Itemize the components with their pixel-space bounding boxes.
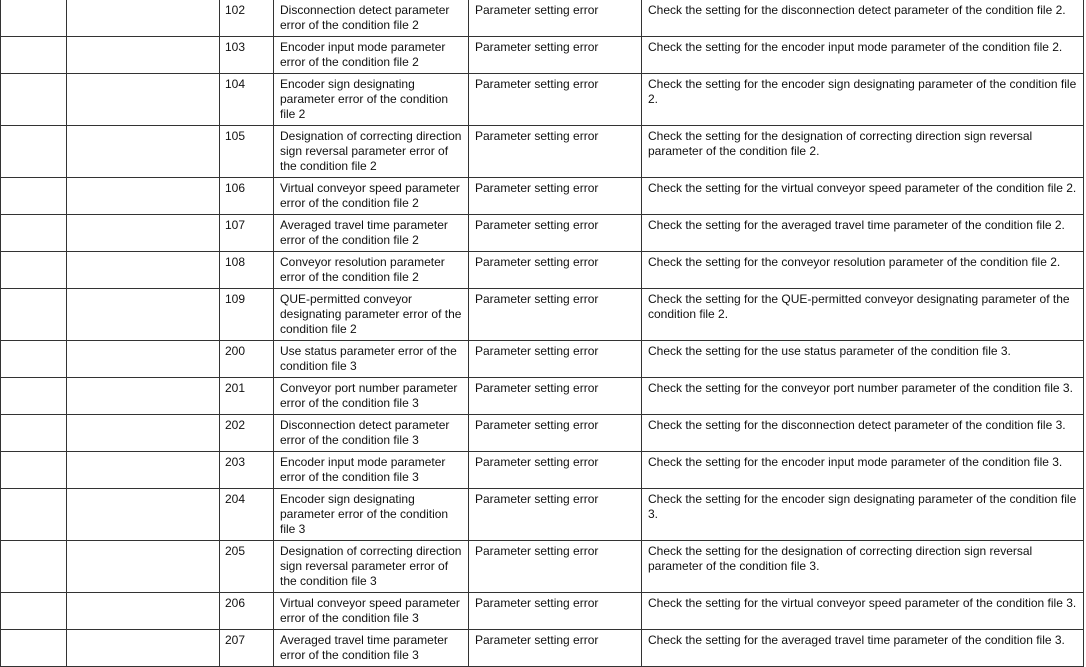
alarm-code-cell: 109 [220, 289, 274, 341]
blank-cell-1 [1, 0, 67, 37]
remedy-cell: Check the setting for the conveyor port number parameter of the condition file 3. [642, 378, 1084, 415]
alarm-type-cell: Parameter setting error [469, 126, 642, 178]
table-row [1, 378, 1084, 415]
alarm-name-cell: Encoder sign designating parameter error of the condition file 2 [274, 74, 469, 126]
remedy-cell: Check the setting for the disconnection detect parameter of the condition file 2. [642, 0, 1084, 37]
table-row [1, 541, 1084, 593]
blank-cell-2 [67, 215, 220, 252]
remedy-cell: Check the setting for the designation of correcting direction sign reversal parameter of the condition file 3. [642, 541, 1084, 593]
blank-cell-1 [1, 541, 67, 593]
alarm-code-cell: 206 [220, 593, 274, 630]
blank-cell-2 [67, 452, 220, 489]
alarm-name-cell: Encoder input mode parameter error of the condition file 2 [274, 37, 469, 74]
alarm-type-cell: Parameter setting error [469, 630, 642, 667]
alarm-type-cell: Parameter setting error [469, 215, 642, 252]
alarm-type-cell: Parameter setting error [469, 0, 642, 37]
blank-cell-1 [1, 378, 67, 415]
alarm-type-cell: Parameter setting error [469, 341, 642, 378]
alarm-type-cell: Parameter setting error [469, 252, 642, 289]
blank-cell-2 [67, 415, 220, 452]
alarm-code-cell: 200 [220, 341, 274, 378]
remedy-cell: Check the setting for the QUE-permitted conveyor designating parameter of the condition file 2. [642, 289, 1084, 341]
alarm-name-cell: Virtual conveyor speed parameter error of the condition file 3 [274, 593, 469, 630]
table-row [1, 37, 1084, 74]
table-row [1, 126, 1084, 178]
alarm-code-cell: 204 [220, 489, 274, 541]
blank-cell-1 [1, 489, 67, 541]
blank-cell-2 [67, 0, 220, 37]
table-row [1, 252, 1084, 289]
alarm-name-cell: Designation of correcting direction sign reversal parameter error of the condition file 2 [274, 126, 469, 178]
alarm-type-cell: Parameter setting error [469, 489, 642, 541]
alarm-code-cell: 108 [220, 252, 274, 289]
alarm-code-cell: 103 [220, 37, 274, 74]
alarm-code-cell: 203 [220, 452, 274, 489]
blank-cell-1 [1, 593, 67, 630]
remedy-cell: Check the setting for the conveyor resolution parameter of the condition file 2. [642, 252, 1084, 289]
blank-cell-2 [67, 378, 220, 415]
remedy-cell: Check the setting for the virtual conveyor speed parameter of the condition file 3. [642, 593, 1084, 630]
table-body [1, 0, 1084, 667]
alarm-code-cell: 207 [220, 630, 274, 667]
remedy-cell: Check the setting for the designation of correcting direction sign reversal parameter of the condition file 2. [642, 126, 1084, 178]
alarm-type-cell: Parameter setting error [469, 452, 642, 489]
blank-cell-2 [67, 252, 220, 289]
alarm-code-cell: 201 [220, 378, 274, 415]
remedy-cell: Check the setting for the averaged travel time parameter of the condition file 3. [642, 630, 1084, 667]
table-row [1, 489, 1084, 541]
alarm-name-cell: Use status parameter error of the condition file 3 [274, 341, 469, 378]
blank-cell-1 [1, 341, 67, 378]
table-row [1, 74, 1084, 126]
blank-cell-1 [1, 452, 67, 489]
alarm-name-cell: Averaged travel time parameter error of the condition file 2 [274, 215, 469, 252]
alarm-code-cell: 205 [220, 541, 274, 593]
alarm-name-cell: Disconnection detect parameter error of the condition file 2 [274, 0, 469, 37]
alarm-type-cell: Parameter setting error [469, 178, 642, 215]
alarm-type-cell: Parameter setting error [469, 37, 642, 74]
alarm-type-cell: Parameter setting error [469, 378, 642, 415]
alarm-name-cell: Conveyor resolution parameter error of the condition file 2 [274, 252, 469, 289]
alarm-code-cell: 105 [220, 126, 274, 178]
alarm-type-cell: Parameter setting error [469, 74, 642, 126]
blank-cell-1 [1, 178, 67, 215]
alarm-name-cell: Encoder input mode parameter error of the condition file 3 [274, 452, 469, 489]
alarm-name-cell: Virtual conveyor speed parameter error of the condition file 2 [274, 178, 469, 215]
alarm-code-cell: 107 [220, 215, 274, 252]
blank-cell-2 [67, 37, 220, 74]
table-row [1, 215, 1084, 252]
blank-cell-2 [67, 541, 220, 593]
blank-cell-1 [1, 289, 67, 341]
alarm-type-cell: Parameter setting error [469, 541, 642, 593]
alarm-type-cell: Parameter setting error [469, 289, 642, 341]
blank-cell-2 [67, 630, 220, 667]
table-row [1, 415, 1084, 452]
table-row [1, 452, 1084, 489]
blank-cell-2 [67, 489, 220, 541]
alarm-name-cell: Encoder sign designating parameter error of the condition file 3 [274, 489, 469, 541]
alarm-type-cell: Parameter setting error [469, 415, 642, 452]
remedy-cell: Check the setting for the encoder sign designating parameter of the condition file 2. [642, 74, 1084, 126]
blank-cell-1 [1, 37, 67, 74]
blank-cell-1 [1, 126, 67, 178]
table-row [1, 289, 1084, 341]
alarm-type-cell: Parameter setting error [469, 593, 642, 630]
blank-cell-2 [67, 74, 220, 126]
remedy-cell: Check the setting for the encoder input mode parameter of the condition file 3. [642, 452, 1084, 489]
blank-cell-2 [67, 593, 220, 630]
remedy-cell: Check the setting for the encoder sign designating parameter of the condition file 3. [642, 489, 1084, 541]
blank-cell-1 [1, 74, 67, 126]
blank-cell-2 [67, 126, 220, 178]
table-row [1, 178, 1084, 215]
alarm-code-cell: 106 [220, 178, 274, 215]
alarm-name-cell: Designation of correcting direction sign reversal parameter error of the condition file 3 [274, 541, 469, 593]
blank-cell-2 [67, 341, 220, 378]
table-row [1, 0, 1084, 37]
remedy-cell: Check the setting for the encoder input mode parameter of the condition file 2. [642, 37, 1084, 74]
blank-cell-1 [1, 415, 67, 452]
table-row [1, 593, 1084, 630]
alarm-name-cell: Averaged travel time parameter error of the condition file 3 [274, 630, 469, 667]
table-row [1, 630, 1084, 667]
remedy-cell: Check the setting for the virtual conveyor speed parameter of the condition file 2. [642, 178, 1084, 215]
remedy-cell: Check the setting for the disconnection detect parameter of the condition file 3. [642, 415, 1084, 452]
blank-cell-2 [67, 178, 220, 215]
alarm-name-cell: QUE-permitted conveyor designating parameter error of the condition file 2 [274, 289, 469, 341]
blank-cell-1 [1, 630, 67, 667]
remedy-cell: Check the setting for the averaged travel time parameter of the condition file 2. [642, 215, 1084, 252]
remedy-cell: Check the setting for the use status parameter of the condition file 3. [642, 341, 1084, 378]
alarm-name-cell: Disconnection detect parameter error of the condition file 3 [274, 415, 469, 452]
alarm-name-cell: Conveyor port number parameter error of the condition file 3 [274, 378, 469, 415]
blank-cell-1 [1, 215, 67, 252]
alarm-code-cell: 202 [220, 415, 274, 452]
blank-cell-2 [67, 289, 220, 341]
table-row [1, 341, 1084, 378]
alarm-code-cell: 102 [220, 0, 274, 37]
blank-cell-1 [1, 252, 67, 289]
alarm-code-cell: 104 [220, 74, 274, 126]
